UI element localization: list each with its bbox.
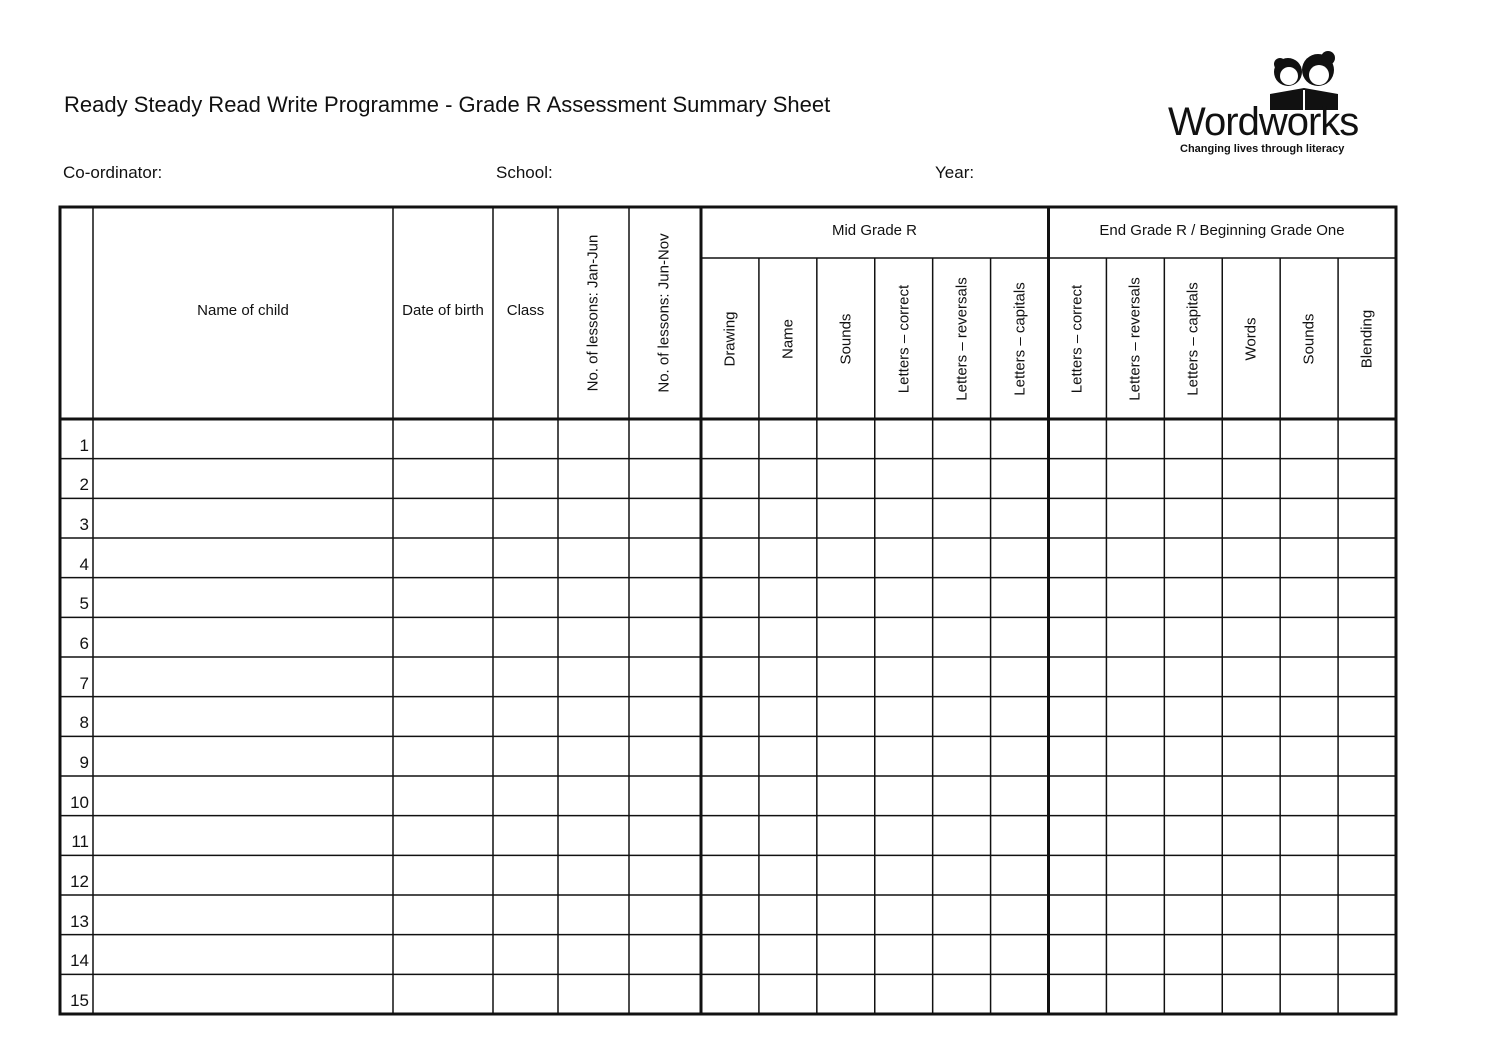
row-number: 13 — [70, 911, 89, 931]
row-number: 6 — [79, 634, 89, 653]
row-number: 7 — [79, 673, 89, 693]
subheader-letters-reversals: Letters – reversals — [1126, 276, 1144, 401]
group-end-grade-r: End Grade R / Beginning Grade One — [1099, 222, 1345, 239]
header-lessons-jun-nov: No. of lessons: Jun-Nov — [655, 233, 673, 393]
row-number: 9 — [79, 753, 89, 772]
logo-wordmark: Wordworks — [1168, 100, 1359, 144]
school-label: School: — [496, 163, 553, 182]
header-lessons-jan-jun: No. of lessons: Jan-Jun — [584, 234, 602, 392]
subheader-drawing: Drawing — [721, 310, 739, 367]
subheader-letters-correct: Letters – correct — [1068, 284, 1086, 393]
header-date-of-birth: Date of birth — [402, 302, 484, 319]
row-number: 11 — [71, 832, 89, 852]
subheader-letters-reversals: Letters – reversals — [953, 276, 971, 401]
subheader-sounds: Sounds — [837, 313, 855, 364]
subheader-blending: Blending — [1358, 309, 1376, 368]
header-class: Class — [506, 302, 545, 319]
subheader-letters-capitals: Letters – capitals — [1011, 281, 1029, 396]
row-number: 15 — [70, 991, 89, 1010]
logo-tagline: Changing lives through literacy — [1180, 143, 1345, 155]
subheader-letters-capitals: Letters – capitals — [1184, 281, 1202, 396]
subheader-words: Words — [1242, 316, 1260, 361]
row-number: 2 — [79, 475, 89, 495]
row-number: 4 — [79, 554, 89, 574]
coordinator-label: Co-ordinator: — [63, 163, 163, 182]
subheader-letters-correct: Letters – correct — [895, 284, 913, 393]
row-number: 5 — [79, 594, 89, 614]
row-number: 1 — [79, 435, 89, 455]
row-number: 10 — [70, 792, 89, 812]
row-number: 12 — [70, 872, 89, 891]
row-number: 8 — [79, 713, 89, 733]
subheader-name: Name — [779, 318, 797, 359]
row-number: 3 — [79, 515, 89, 534]
header-name-of-child: Name of child — [197, 302, 289, 319]
sheet-title: Ready Steady Read Write Programme - Grade R Assessment Summary Sheet — [64, 92, 831, 117]
row-number: 14 — [70, 951, 89, 971]
year-label: Year: — [935, 163, 975, 182]
group-mid-grade-r: Mid Grade R — [831, 222, 918, 239]
subheader-sounds: Sounds — [1300, 313, 1318, 364]
